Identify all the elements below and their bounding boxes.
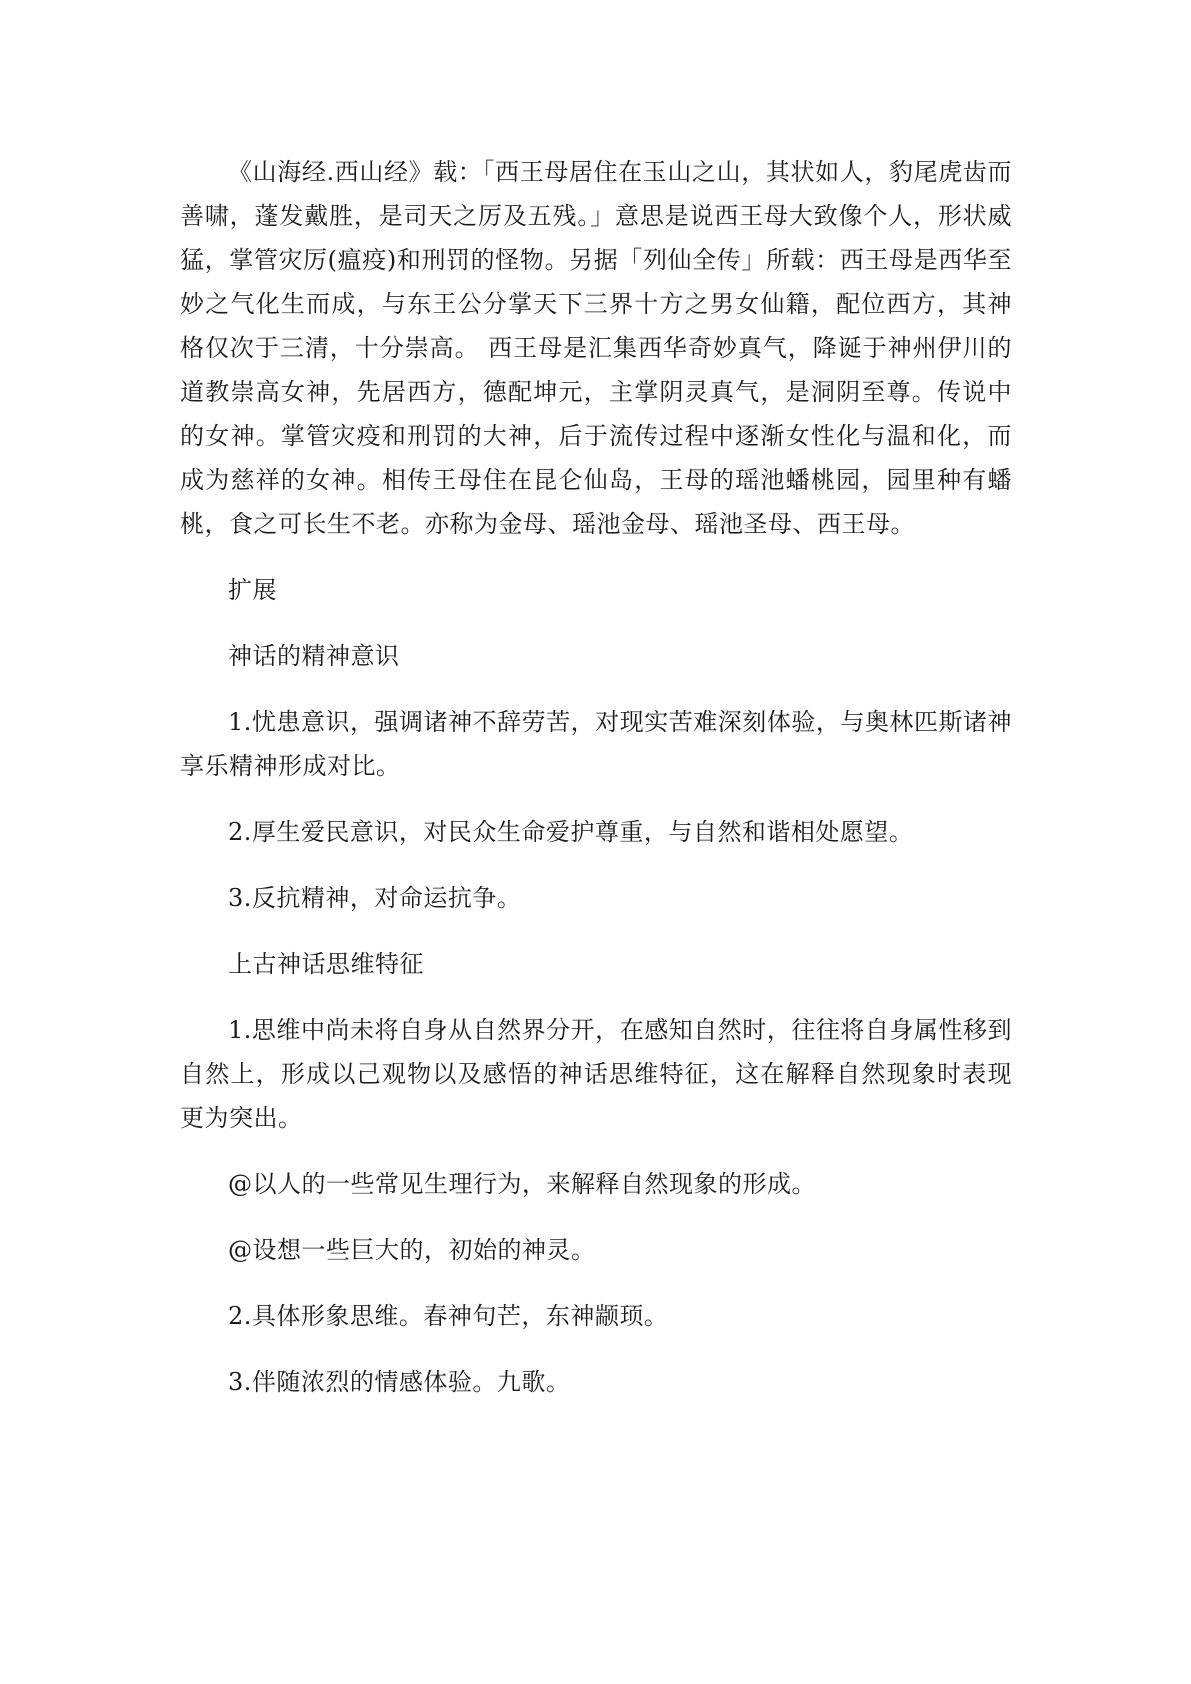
subheading-mythic-spirit: 神话的精神意识 (228, 642, 400, 670)
sub-item-thinking-1a: @以人的一些常见生理行为，来解释自然现象的形成。 (228, 1170, 816, 1198)
sub-item-thinking-1b: @设想一些巨大的，初始的神灵。 (228, 1236, 596, 1264)
list-item-spirit-3: 3.反抗精神，对命运抗争。 (228, 884, 522, 912)
list-item-thinking-1: 1.思维中尚未将自身从自然界分开，在感知自然时，往往将自身属性移到自然上，形成以己观物以及感悟的神话思维特征，这在解释自然现象时表现更为突出。 (180, 1016, 1012, 1132)
list-item-spirit-2: 2.厚生爱民意识，对民众生命爱护尊重，与自然和谐相处愿望。 (228, 818, 914, 846)
list-item-thinking-3: 3.伴随浓烈的情感体验。九歌。 (228, 1368, 571, 1396)
list-item-thinking-2: 2.具体形象思维。春神句芒，东神颛顼。 (228, 1302, 669, 1330)
subheading-thinking-features: 上古神话思维特征 (228, 950, 424, 978)
section-heading-extension: 扩展 (228, 576, 277, 604)
document-body (180, 150, 1012, 1404)
list-item-spirit-1: 1.忧患意识，强调诸神不辞劳苦，对现实苦难深刻体验，与奥林匹斯诸神享乐精神形成对比。 (180, 708, 1012, 780)
paragraph-xiwangmu-description: 《山海经.西山经》载：「西王母居住在玉山之山，其状如人，豹尾虎齿而善啸，蓬发戴胜，是司天之厉及五残。」意思是说西王母大致像个人，形状威猛，掌管灾厉(瘟疫)和刑罚的怪物。另据「列仙全传」所载：西王母是西华至妙之气化生而成，与东王公分掌天下三界十方之男女仙籍，配位西方，其神格仅次于三清，十分崇高。 西王母是汇集西华奇妙真气，降诞于神州伊川的道教崇高女神，先居西方，德配坤元，主掌阴灵真气，是洞阴至尊。传说中的女神。掌管灾疫和刑罚的大神，后于流传过程中逐渐女性化与温和化，而成为慈祥的女神。相传王母住在昆仑仙岛，王母的瑶池蟠桃园，园里种有蟠桃，食之可长生不老。亦称为金母、瑶池金母、瑶池圣母、西王母。 (180, 158, 1012, 538)
